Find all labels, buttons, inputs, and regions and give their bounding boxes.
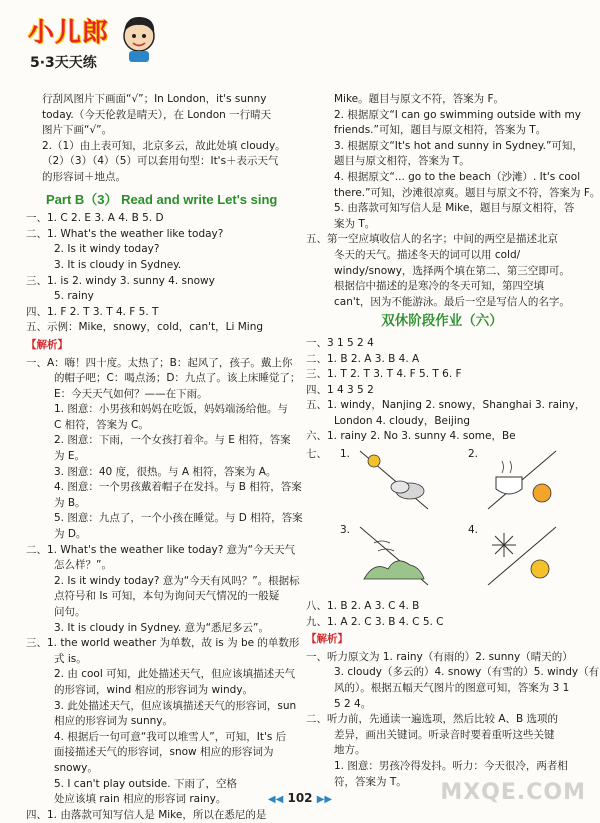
answer-line: 五、1. windy，Nanjing 2. snowy，Shanghai 3. rainy， xyxy=(306,399,586,412)
analysis-line: 相应的形容词为 sunny。 xyxy=(54,715,173,728)
answer-line: 九、1. A 2. C 3. B 4. C 5. C xyxy=(306,615,444,628)
page-header xyxy=(0,0,600,86)
analysis-line: 二、听力前，先通读一遍选项，然后比较 A、B 选项的 xyxy=(306,713,559,726)
text-line: today.（今天伦敦是晴天），在 London 一行晴天 xyxy=(42,108,272,121)
text-line: 题目与原文相符，答案为 T。 xyxy=(334,155,470,168)
answer-line: 三、1. is 2. windy 3. sunny 4. snowy xyxy=(26,274,215,287)
picture-1 xyxy=(340,447,434,513)
analysis-line: 一、听力原文为 1. rainy（有雨的）2. sunny（晴天的） xyxy=(306,650,573,663)
text-line: there.”可知，沙滩很凉爽。题目与原文不符，答案为 F。 xyxy=(334,186,600,199)
analysis-line: 1. 图意：小男孩和妈妈在吃饭，妈妈端汤给他。与 xyxy=(54,403,288,416)
text-line: 五、第一空应填收信人的名字；中间的两空是描述北京 xyxy=(306,233,558,246)
picture-number: 2. xyxy=(468,448,479,461)
brand-logo xyxy=(28,8,138,78)
text-line: windy/snowy，选择两个填在第二、第三空即可。 xyxy=(334,264,570,277)
analysis-line: 差异，画出关键词。听录音时要着重听这些关键 xyxy=(334,728,555,741)
picture-4 xyxy=(468,523,562,589)
analysis-line: 5. I can't play outside. 下雨了，空格 xyxy=(54,777,237,790)
analysis-line: 2. 由 cool 可知，此处描述天气，但应该填描述天气 xyxy=(54,668,296,681)
answer-line: 五、示例：Mike，snowy，cold，can't，Li Ming xyxy=(26,321,264,334)
analysis-line: 4. 图意：一个男孩戴着帽子在发抖。与 B 相符，答案 xyxy=(54,481,302,494)
question-7-label: 七、 xyxy=(306,448,327,461)
answer-line: 5. rainy xyxy=(54,290,94,303)
analysis-line: 面接描述天气的形容词，snow 相应的形容词为 xyxy=(54,746,274,759)
analysis-line: 符，答案为 T。 xyxy=(334,775,407,788)
analysis-line: 2. Is it windy today? 意为“今天有风吗？”。根据标 xyxy=(54,574,300,587)
answer-line: 一、1. C 2. E 3. A 4. B 5. D xyxy=(26,212,164,225)
answer-line: London 4. cloudy，Beijing xyxy=(334,414,471,427)
text-line: 2. 根据原文“I can go swimming outside with my xyxy=(334,108,581,121)
weather-drawing-answers xyxy=(306,447,578,597)
section-title-part-b: Part B（3） Read and write Let's sing xyxy=(46,191,278,207)
answer-line: 2. Is it windy today? xyxy=(54,243,160,256)
snowflake-sun-icon xyxy=(482,523,562,589)
analysis-line: 的形容词，wind 相应的形容词为 windy。 xyxy=(54,683,254,696)
text-line: 案为 T。 xyxy=(334,217,376,230)
answer-line: 3. It is cloudy in Sydney. xyxy=(54,258,182,271)
text-line: friends.”可知，题目与原文相符，答案为 T。 xyxy=(334,124,547,137)
picture-2 xyxy=(468,447,562,513)
hot-tea-icon xyxy=(482,447,562,513)
analysis-line: E：今天天气如何？——在下雨。 xyxy=(54,387,208,400)
right-column xyxy=(306,92,600,790)
analysis-line: 为 D。 xyxy=(54,528,87,541)
answer-line: 四、1 4 3 5 2 xyxy=(306,383,374,396)
rain-cloud-icon xyxy=(354,447,434,513)
analysis-line: 处应该填 rain 相应的形容词 rainy。 xyxy=(54,793,227,806)
text-line: 3. 根据原文“It's hot and sunny in Sydney.”可知， xyxy=(334,139,583,152)
analysis-line: 一、A：嗨！四十度。太热了；B：起风了，孩子。戴上你 xyxy=(26,356,293,369)
text-line: 图片下画“√”。 xyxy=(42,124,113,137)
text-line: （2）（3）（4）（5）可以套用句型：It's＋表示天气 xyxy=(42,155,279,168)
analysis-line: 1. 图意：男孩冷得发抖。听力：今天很冷，两者相 xyxy=(334,760,568,772)
analysis-line: 3. 图意：40 度，很热。与 A 相符，答案为 A。 xyxy=(54,465,277,478)
prev-arrow-icon: ◀◀ xyxy=(267,794,284,805)
analysis-line: 5. 图意：九点了，一个小孩在睡觉。与 D 相符，答案 xyxy=(54,512,303,525)
text-line: Mike。题目与原文不符，答案为 F。 xyxy=(334,93,505,105)
answer-line: 一、3 1 5 2 4 xyxy=(306,336,374,349)
analysis-line: 3. 此处描述天气，但应该填描述天气的形容词，sun xyxy=(54,699,297,712)
analysis-label: 【解析】 xyxy=(26,338,68,351)
analysis-line: 4. 根据后一句可意“我可以堆雪人”，可知，It's 后 xyxy=(54,730,287,743)
analysis-line: 怎么样？”。 xyxy=(54,559,112,572)
text-line: 5. 由落款可知写信人是 Mike，题目与原文相符，答 xyxy=(334,202,575,215)
answer-line: 三、1. T 2. T 3. T 4. F 5. T 6. F xyxy=(306,368,462,381)
text-line: can't，因为不能游泳。最后一空是写信人的名字。 xyxy=(334,295,570,308)
picture-number: 1. xyxy=(340,448,351,461)
logo-subtitle: 5·3天天练 xyxy=(30,55,97,71)
section-title-weekend: 双休阶段作业（六） xyxy=(381,313,503,330)
analysis-line: 四、1. 由落款可知写信人是 Mike，所以在悉尼的是 xyxy=(26,808,267,821)
analysis-line: 二、1. What's the weather like today? 意为“今天天气 xyxy=(26,543,296,556)
mascot-boy-icon xyxy=(116,12,162,64)
text-line: 的形容词＋地点。 xyxy=(42,170,126,183)
windy-tree-icon xyxy=(354,523,434,589)
answer-line: 二、1. What's the weather like today? xyxy=(26,227,224,240)
analysis-label: 【解析】 xyxy=(306,633,348,646)
picture-number: 3. xyxy=(340,524,351,537)
analysis-line: 问句。 xyxy=(54,606,86,618)
analysis-line: 3. cloudy（多云的）4. snowy（有雪的）5. windy（有 xyxy=(334,666,600,679)
text-line: 2.（1）由上表可知，北京多云，故此处填 cloudy。 xyxy=(42,139,286,152)
answer-line: 二、1. B 2. A 3. B 4. A xyxy=(306,352,420,365)
analysis-line: 点符号和 Is 可知，本句为询问天气情况的一般疑 xyxy=(54,590,280,603)
text-line: 根据信中描述的是寒冷的冬天可知，第四空填 xyxy=(334,280,544,293)
logo-title: 小儿郎 xyxy=(28,18,110,48)
answer-line: 六、1. rainy 2. No 3. sunny 4. some，Be xyxy=(306,430,516,443)
text-line: 冬天的天气。描述冬天的词可以用 cold/ xyxy=(334,248,521,261)
analysis-line: 为 B。 xyxy=(54,496,86,509)
watermark: MXQE.COM xyxy=(440,780,586,805)
page-number-text: 102 xyxy=(287,791,313,805)
analysis-line: 风的）。根据五幅天气图片的图意可知，答案为 3 1 xyxy=(334,682,570,695)
picture-number: 4. xyxy=(468,524,479,537)
picture-3 xyxy=(340,523,434,589)
analysis-line: 2. 图意：下雨，一个女孩打着伞。与 E 相符，答案 xyxy=(54,434,291,447)
analysis-line: C 相符，答案为 C。 xyxy=(54,418,149,431)
text-line: 4. 根据原文“... go to the beach（沙滩）. It's cool xyxy=(334,170,581,183)
analysis-line: snowy。 xyxy=(54,761,98,774)
analysis-line: 5 2 4。 xyxy=(334,697,372,710)
analysis-line: 3. It is cloudy in Sydney. 意为“悉尼多云”。 xyxy=(54,621,269,634)
analysis-line: 为 E。 xyxy=(54,450,85,463)
analysis-line: 地方。 xyxy=(334,744,366,757)
answer-line: 八、1. B 2. A 3. C 4. B xyxy=(306,600,420,613)
analysis-line: 式 is。 xyxy=(54,652,87,665)
analysis-line: 的帽子吧；C：喝点汤；D：九点了。该上床睡觉了； xyxy=(54,372,301,385)
analysis-line: 三、1. the world weather 为单数，故 is 为 be 的单数形 xyxy=(26,637,300,650)
answer-line: 四、1. F 2. T 3. T 4. F 5. T xyxy=(26,305,159,318)
next-arrow-icon: ▶▶ xyxy=(316,794,333,805)
text-line: 行刮风图片下画面“√”；In London，it's sunny xyxy=(42,93,267,105)
